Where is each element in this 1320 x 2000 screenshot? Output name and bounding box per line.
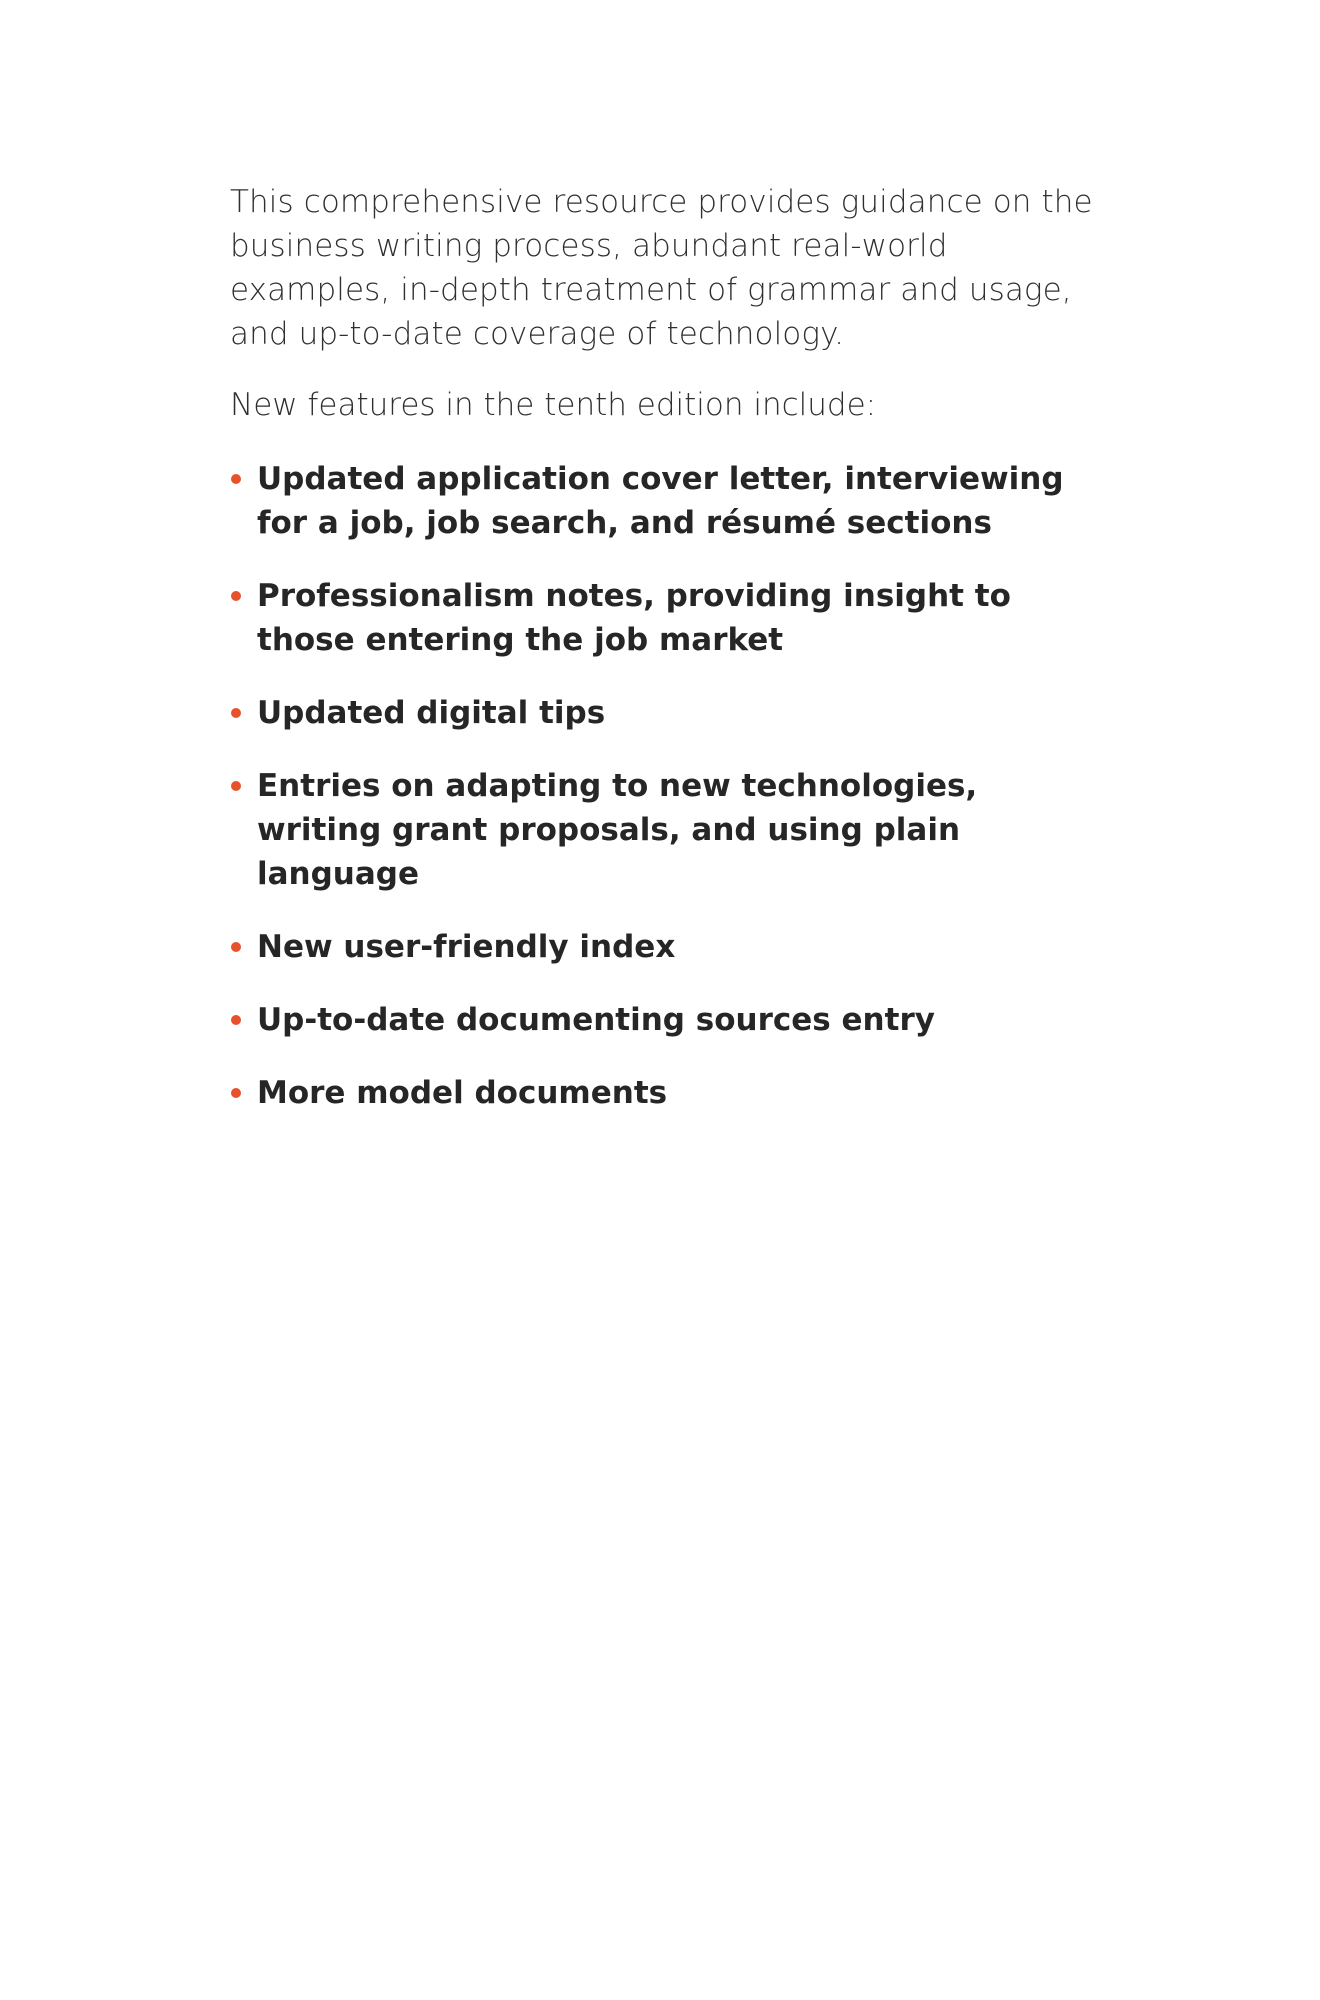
list-item <box>230 1071 1110 1115</box>
feature-text: More model documents <box>257 1075 668 1111</box>
bullet-icon <box>231 708 241 718</box>
feature-text: New user-friendly index <box>257 929 676 965</box>
content-block <box>230 180 1110 1144</box>
list-item <box>230 925 1110 969</box>
list-item <box>230 574 1110 662</box>
features-list <box>230 457 1110 1115</box>
feature-text: Up-to-date documenting sources entry <box>257 1002 935 1038</box>
bullet-icon <box>231 1088 241 1098</box>
bullet-icon <box>231 1015 241 1025</box>
intro-paragraph: This comprehensive resource provides guidance on the business writing process, abundant real-world examples, in-depth treatment of grammar and usage, and up-to-date coverage of technology. <box>230 184 1093 352</box>
bullet-icon <box>231 474 241 484</box>
list-item <box>230 457 1110 545</box>
list-item <box>230 691 1110 735</box>
bullet-icon <box>231 942 241 952</box>
feature-text: Updated digital tips <box>257 695 606 731</box>
feature-text: Updated application cover letter, interviewing for a job, job search, and résumé sections <box>257 461 1064 541</box>
bullet-icon <box>231 591 241 601</box>
list-item <box>230 998 1110 1042</box>
list-item <box>230 764 1110 896</box>
feature-text: Entries on adapting to new technologies, writing grant proposals, and using plain language <box>257 768 978 892</box>
bullet-icon <box>231 781 241 791</box>
features-lead-in: New features in the tenth edition include: <box>230 387 877 423</box>
feature-text: Professionalism notes, providing insight to those entering the job market <box>257 578 1011 658</box>
